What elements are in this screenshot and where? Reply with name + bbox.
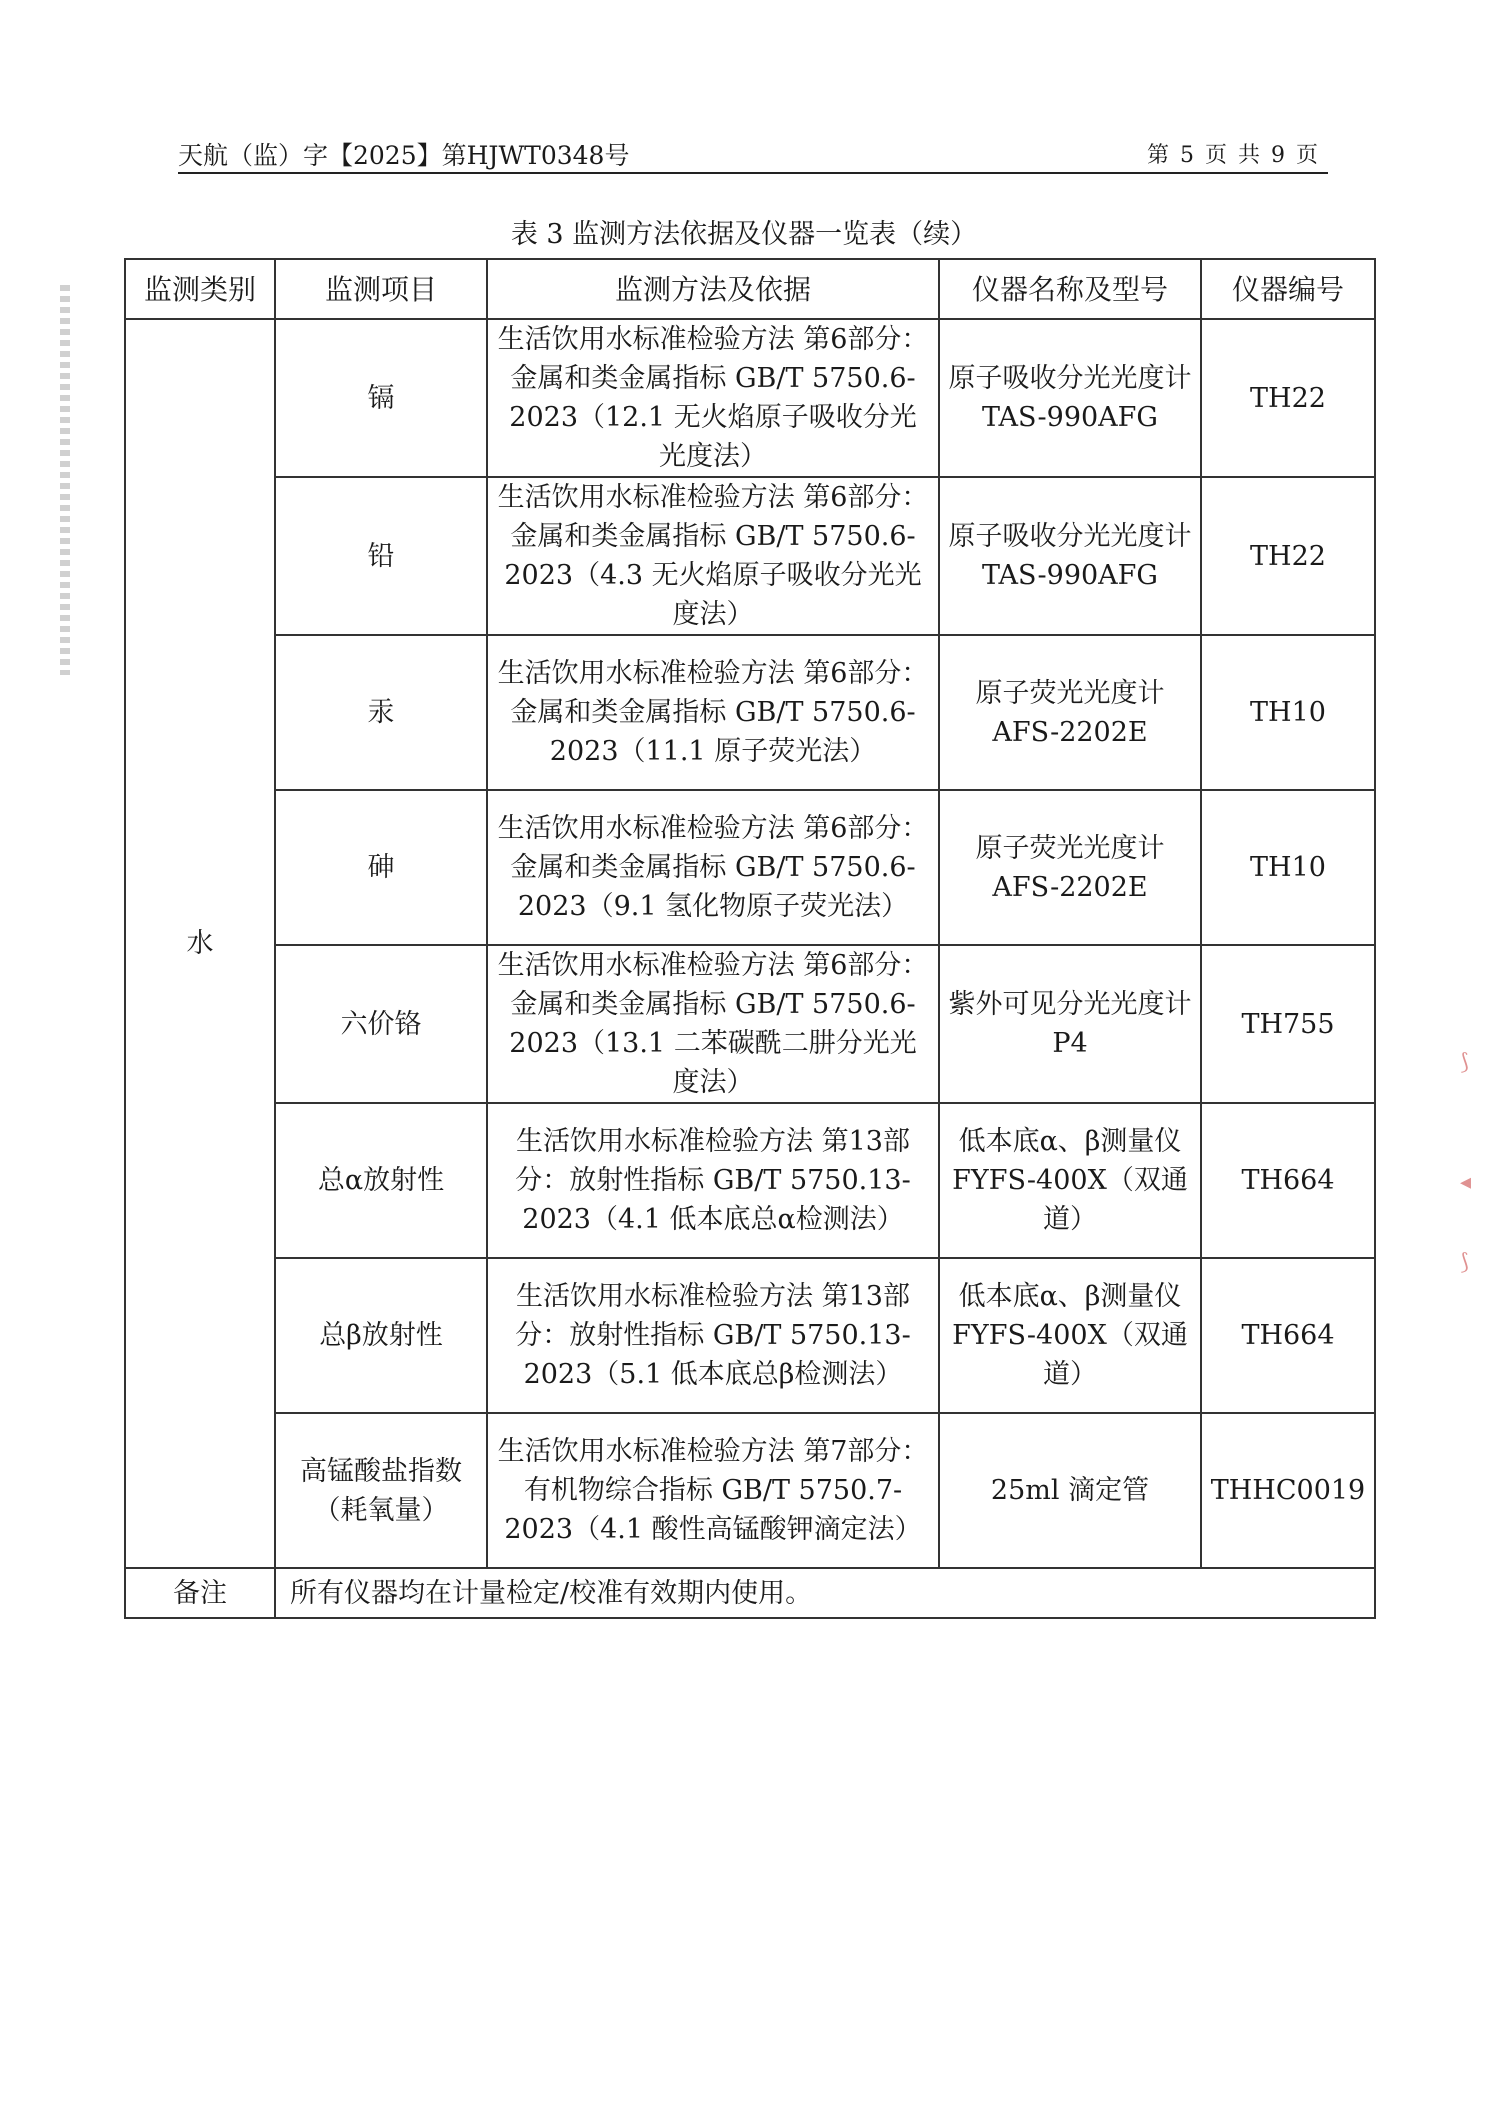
- instrument-id-cell: TH22: [1201, 477, 1375, 635]
- item-cell: 砷: [275, 790, 487, 945]
- item-cell: 高锰酸盐指数（耗氧量）: [275, 1413, 487, 1568]
- red-seal-fragment: ⟆: [1460, 1250, 1469, 1275]
- method-cell: 生活饮用水标准检验方法 第7部分：有机物综合指标 GB/T 5750.7-2023（4.1 酸性高锰酸钾滴定法）: [487, 1413, 939, 1568]
- item-cell: 总β放射性: [275, 1258, 487, 1413]
- methods-instruments-table: [124, 258, 1376, 1619]
- col-header-method: 监测方法及依据: [487, 259, 939, 319]
- table-row: [125, 945, 1375, 1103]
- instrument-cell: 原子荧光光度计 AFS-2202E: [939, 635, 1201, 790]
- red-seal-fragment: ⟆: [1460, 1050, 1469, 1075]
- category-cell: 水: [125, 319, 275, 1568]
- instrument-id-cell: TH664: [1201, 1258, 1375, 1413]
- item-cell: 汞: [275, 635, 487, 790]
- item-cell: 镉: [275, 319, 487, 477]
- instrument-cell: 25ml 滴定管: [939, 1413, 1201, 1568]
- col-header-instrument: 仪器名称及型号: [939, 259, 1201, 319]
- instrument-id-cell: TH755: [1201, 945, 1375, 1103]
- item-cell: 铅: [275, 477, 487, 635]
- method-cell: 生活饮用水标准检验方法 第6部分：金属和类金属指标 GB/T 5750.6-2023（4.3 无火焰原子吸收分光光度法）: [487, 477, 939, 635]
- instrument-cell: 低本底α、β测量仪 FYFS-400X（双通道）: [939, 1258, 1201, 1413]
- remark-label: 备注: [125, 1568, 275, 1618]
- table-row: [125, 477, 1375, 635]
- table-header-row: [125, 259, 1375, 319]
- table-row: [125, 635, 1375, 790]
- instrument-id-cell: TH10: [1201, 635, 1375, 790]
- instrument-cell: 原子吸收分光光度计TAS-990AFG: [939, 319, 1201, 477]
- method-cell: 生活饮用水标准检验方法 第6部分：金属和类金属指标 GB/T 5750.6-2023（13.1 二苯碳酰二肼分光光度法）: [487, 945, 939, 1103]
- method-cell: 生活饮用水标准检验方法 第6部分：金属和类金属指标 GB/T 5750.6-2023（9.1 氢化物原子荧光法）: [487, 790, 939, 945]
- instrument-cell: 原子吸收分光光度计TAS-990AFG: [939, 477, 1201, 635]
- instrument-id-cell: THHC0019: [1201, 1413, 1375, 1568]
- method-cell: 生活饮用水标准检验方法 第6部分：金属和类金属指标 GB/T 5750.6-2023（12.1 无火焰原子吸收分光光度法）: [487, 319, 939, 477]
- remark-text: 所有仪器均在计量检定/校准有效期内使用。: [275, 1568, 1375, 1618]
- instrument-cell: 紫外可见分光光度计 P4: [939, 945, 1201, 1103]
- col-header-category: 监测类别: [125, 259, 275, 319]
- col-header-item: 监测项目: [275, 259, 487, 319]
- red-seal-fragment: ◂: [1460, 1170, 1472, 1195]
- table-caption: 表 3 监测方法依据及仪器一览表（续）: [510, 219, 978, 250]
- instrument-id-cell: TH22: [1201, 319, 1375, 477]
- method-cell: 生活饮用水标准检验方法 第6部分：金属和类金属指标 GB/T 5750.6-2023（11.1 原子荧光法）: [487, 635, 939, 790]
- side-stamp-mark: [60, 285, 70, 675]
- table-row: [125, 1103, 1375, 1258]
- item-cell: 总α放射性: [275, 1103, 487, 1258]
- table-row: [125, 319, 1375, 477]
- item-cell: 六价铬: [275, 945, 487, 1103]
- method-cell: 生活饮用水标准检验方法 第13部分：放射性指标 GB/T 5750.13-2023（4.1 低本底总α检测法）: [487, 1103, 939, 1258]
- instrument-cell: 低本底α、β测量仪 FYFS-400X（双通道）: [939, 1103, 1201, 1258]
- report-number: 天航（监）字【2025】第HJWT0348号: [178, 141, 630, 170]
- page-header: [178, 132, 1328, 174]
- instrument-cell: 原子荧光光度计 AFS-2202E: [939, 790, 1201, 945]
- table-row: [125, 1258, 1375, 1413]
- method-cell: 生活饮用水标准检验方法 第13部分：放射性指标 GB/T 5750.13-2023（5.1 低本底总β检测法）: [487, 1258, 939, 1413]
- remark-row: [125, 1568, 1375, 1618]
- col-header-id: 仪器编号: [1201, 259, 1375, 319]
- instrument-id-cell: TH664: [1201, 1103, 1375, 1258]
- table-row: [125, 1413, 1375, 1568]
- page-number: 第 5 页 共 9 页: [1147, 143, 1320, 168]
- instrument-id-cell: TH10: [1201, 790, 1375, 945]
- table-row: [125, 790, 1375, 945]
